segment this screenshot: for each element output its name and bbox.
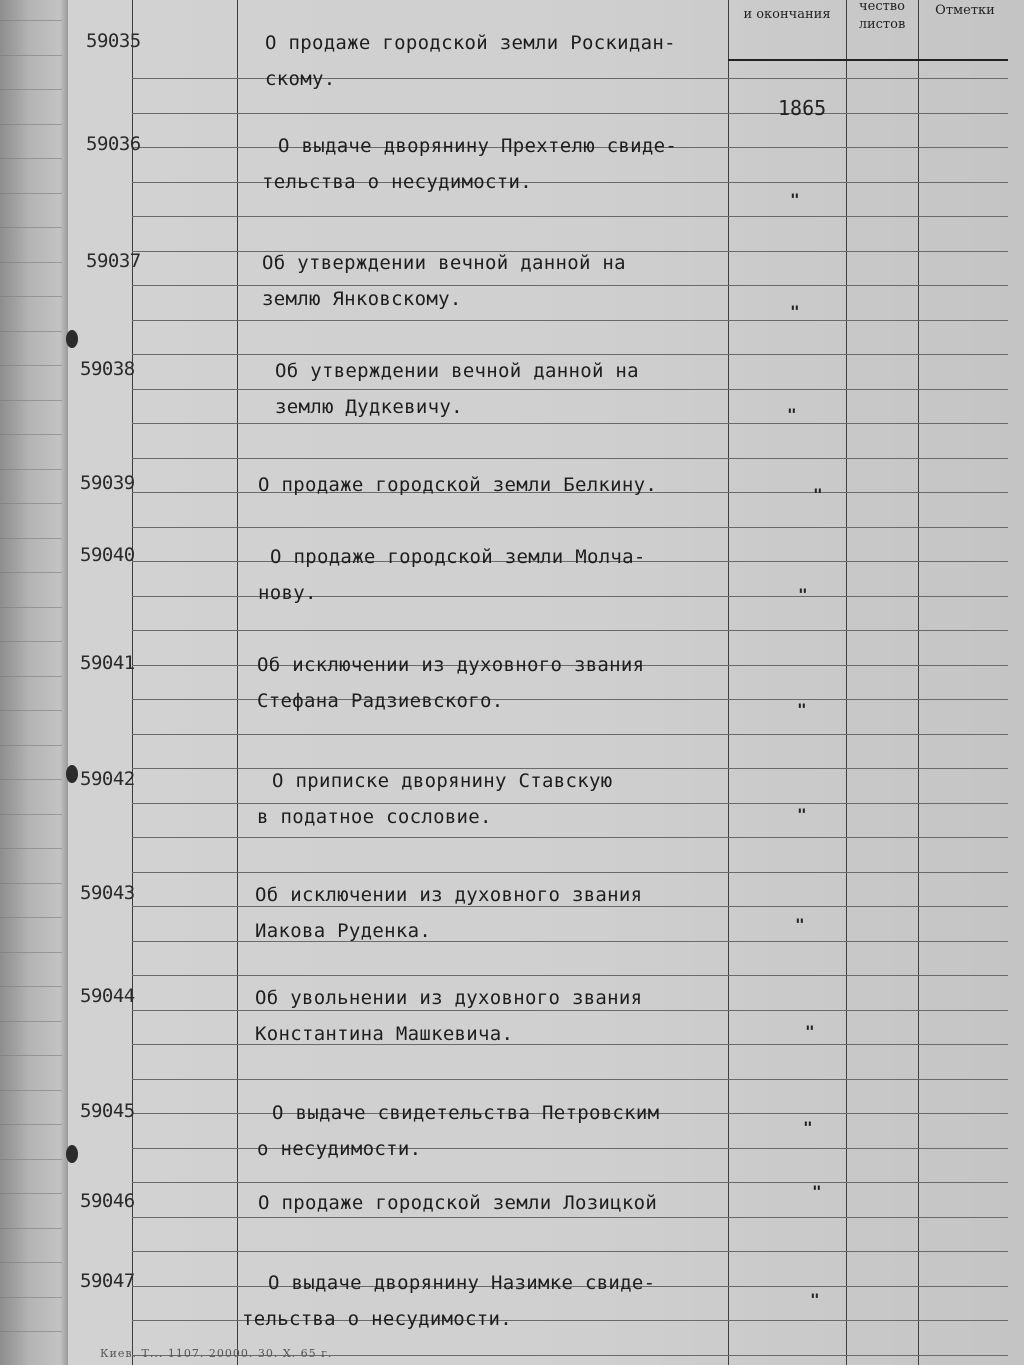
binding-rule (0, 20, 62, 21)
entry-title-line2: тельства о несудимости. (262, 171, 532, 193)
ditto-mark: " (798, 585, 808, 604)
binding-rule (0, 1297, 62, 1298)
header-marks: Отметки (935, 3, 995, 18)
binding-rule (0, 1021, 62, 1022)
ruled-line (132, 423, 1008, 424)
entry-title-line1: Об исключении из духовного звания (255, 884, 643, 906)
binding-rule (0, 400, 62, 401)
binding-rule (0, 572, 62, 573)
entry-title-line1: О выдаче дворянину Прехтелю свиде- (278, 135, 678, 157)
ditto-mark: " (805, 1022, 815, 1041)
binding-rule (0, 1090, 62, 1091)
ruled-line (132, 285, 1008, 286)
inventory-number: 59039 (80, 472, 135, 494)
entry-title-line2: о несудимости. (257, 1138, 422, 1160)
inventory-number: 59042 (80, 768, 135, 790)
entry-title-line1: О продаже городской земли Лозицкой (258, 1192, 658, 1214)
ruled-line (132, 78, 1008, 79)
entry-title-line1: О продаже городской земли Молча- (270, 546, 646, 568)
ditto-mark: " (795, 915, 805, 934)
entry-title-line2: землю Янковскому. (262, 288, 462, 310)
entry-title-line2: в податное сословие. (257, 806, 492, 828)
header-end-date: и окончания (743, 7, 831, 22)
ruled-line (132, 872, 1008, 873)
ditto-mark: " (797, 805, 807, 824)
binding-rule (0, 952, 62, 953)
inventory-number: 59044 (80, 985, 135, 1007)
binding-rule (0, 538, 62, 539)
binding-rule (0, 641, 62, 642)
column-rule-dates (728, 0, 729, 1365)
entry-title-line2: Константина Машкевича. (255, 1023, 514, 1045)
binding-rule (0, 503, 62, 504)
binding-rule (0, 1331, 62, 1332)
punch-hole (66, 1145, 78, 1163)
inventory-number: 59040 (80, 544, 135, 566)
binding-rule (0, 607, 62, 608)
entry-title-line1: О продаже городской земли Белкину. (258, 474, 658, 496)
entry-title-line1: Об утверждении вечной данной на (275, 360, 639, 382)
binding-rule (0, 89, 62, 90)
inventory-number: 59046 (80, 1190, 135, 1212)
ruled-line (132, 975, 1008, 976)
entry-title-line2: тельства о несудимости. (242, 1308, 512, 1330)
column-rule-marks (918, 0, 919, 1365)
column-rule-title (237, 0, 238, 1365)
entry-title-line1: О выдаче дворянину Назимке свиде- (268, 1272, 656, 1294)
ruled-line (132, 734, 1008, 735)
entry-title-line1: О приписке дворянину Ставскую (272, 770, 613, 792)
binding-rule (0, 158, 62, 159)
binding-rule (0, 814, 62, 815)
binding-rule (0, 1159, 62, 1160)
entry-title-line2: Стефана Радзиевского. (257, 690, 504, 712)
binding-rule (0, 848, 62, 849)
ditto-mark: " (790, 302, 800, 321)
binding-rule (0, 1262, 62, 1263)
inventory-number: 59038 (80, 358, 135, 380)
ruled-line (132, 458, 1008, 459)
inventory-number: 59036 (86, 133, 141, 155)
ruled-line (132, 1079, 1008, 1080)
ruled-line (132, 354, 1008, 355)
binding-rule (0, 917, 62, 918)
ruled-line (132, 1251, 1008, 1252)
ditto-mark: " (797, 700, 807, 719)
binding-rule (0, 124, 62, 125)
ruled-line (132, 837, 1008, 838)
binding-rule (0, 434, 62, 435)
entry-title-line1: О выдаче свидетельства Петровским (272, 1102, 660, 1124)
binding-rule (0, 262, 62, 263)
entry-title-line1: Об утверждении вечной данной на (262, 252, 626, 274)
ruled-line (132, 768, 1008, 769)
ruled-line (132, 527, 1008, 528)
column-rule-number (132, 0, 133, 1365)
ditto-mark: " (803, 1118, 813, 1137)
entry-title-line2: скому. (265, 68, 336, 90)
ruled-line (132, 216, 1008, 217)
entry-title-line2: нову. (258, 582, 317, 604)
binding-rule (0, 331, 62, 332)
print-footer: Киев. Т... 1107. 20000. 30. X. 65 г. (100, 1347, 333, 1360)
binding-rule (0, 710, 62, 711)
inventory-number: 59041 (80, 652, 135, 674)
binding-rule (0, 779, 62, 780)
header-sheet-count: чество листов (858, 0, 906, 32)
binding-rule (0, 1193, 62, 1194)
entry-title-line1: Об увольнении из духовного звания (255, 987, 643, 1009)
inventory-number: 59047 (80, 1270, 135, 1292)
binding-rule (0, 1055, 62, 1056)
ruled-line (132, 1182, 1008, 1183)
entry-title-line2: землю Дудкевичу. (275, 396, 463, 418)
column-rule-sheets (846, 0, 847, 1365)
binding-rule (0, 986, 62, 987)
ruled-line (132, 1217, 1008, 1218)
notebook-binding (0, 0, 68, 1365)
ruled-line (132, 906, 1008, 907)
inventory-number: 59045 (80, 1100, 135, 1122)
binding-rule (0, 296, 62, 297)
ditto-mark: " (790, 190, 800, 209)
inventory-number: 59043 (80, 882, 135, 904)
ditto-mark: " (813, 485, 823, 504)
inventory-number: 59035 (86, 30, 141, 52)
punch-hole (66, 765, 78, 783)
binding-rule (0, 1124, 62, 1125)
ditto-mark: " (812, 1182, 822, 1201)
binding-rule (0, 883, 62, 884)
ditto-mark: " (810, 1290, 820, 1309)
inventory-number: 59037 (86, 250, 141, 272)
entry-title-line1: О продаже городской земли Роскидан- (265, 32, 676, 54)
ruled-line (132, 113, 1008, 114)
binding-rule (0, 55, 62, 56)
binding-rule (0, 676, 62, 677)
year-value: 1865 (778, 96, 827, 120)
binding-rule (0, 193, 62, 194)
entry-title-line2: Иакова Руденка. (255, 920, 432, 942)
binding-rule (0, 745, 62, 746)
binding-rule (0, 469, 62, 470)
binding-rule (0, 227, 62, 228)
ruled-line (132, 630, 1008, 631)
ditto-mark: " (787, 405, 797, 424)
binding-rule (0, 1228, 62, 1229)
punch-hole (66, 330, 78, 348)
ruled-line (132, 389, 1008, 390)
ruled-line (132, 1010, 1008, 1011)
binding-rule (0, 365, 62, 366)
ruled-line (132, 803, 1008, 804)
header-divider (728, 59, 1008, 61)
ruled-line (132, 320, 1008, 321)
entry-title-line1: Об исключении из духовного звания (257, 654, 645, 676)
